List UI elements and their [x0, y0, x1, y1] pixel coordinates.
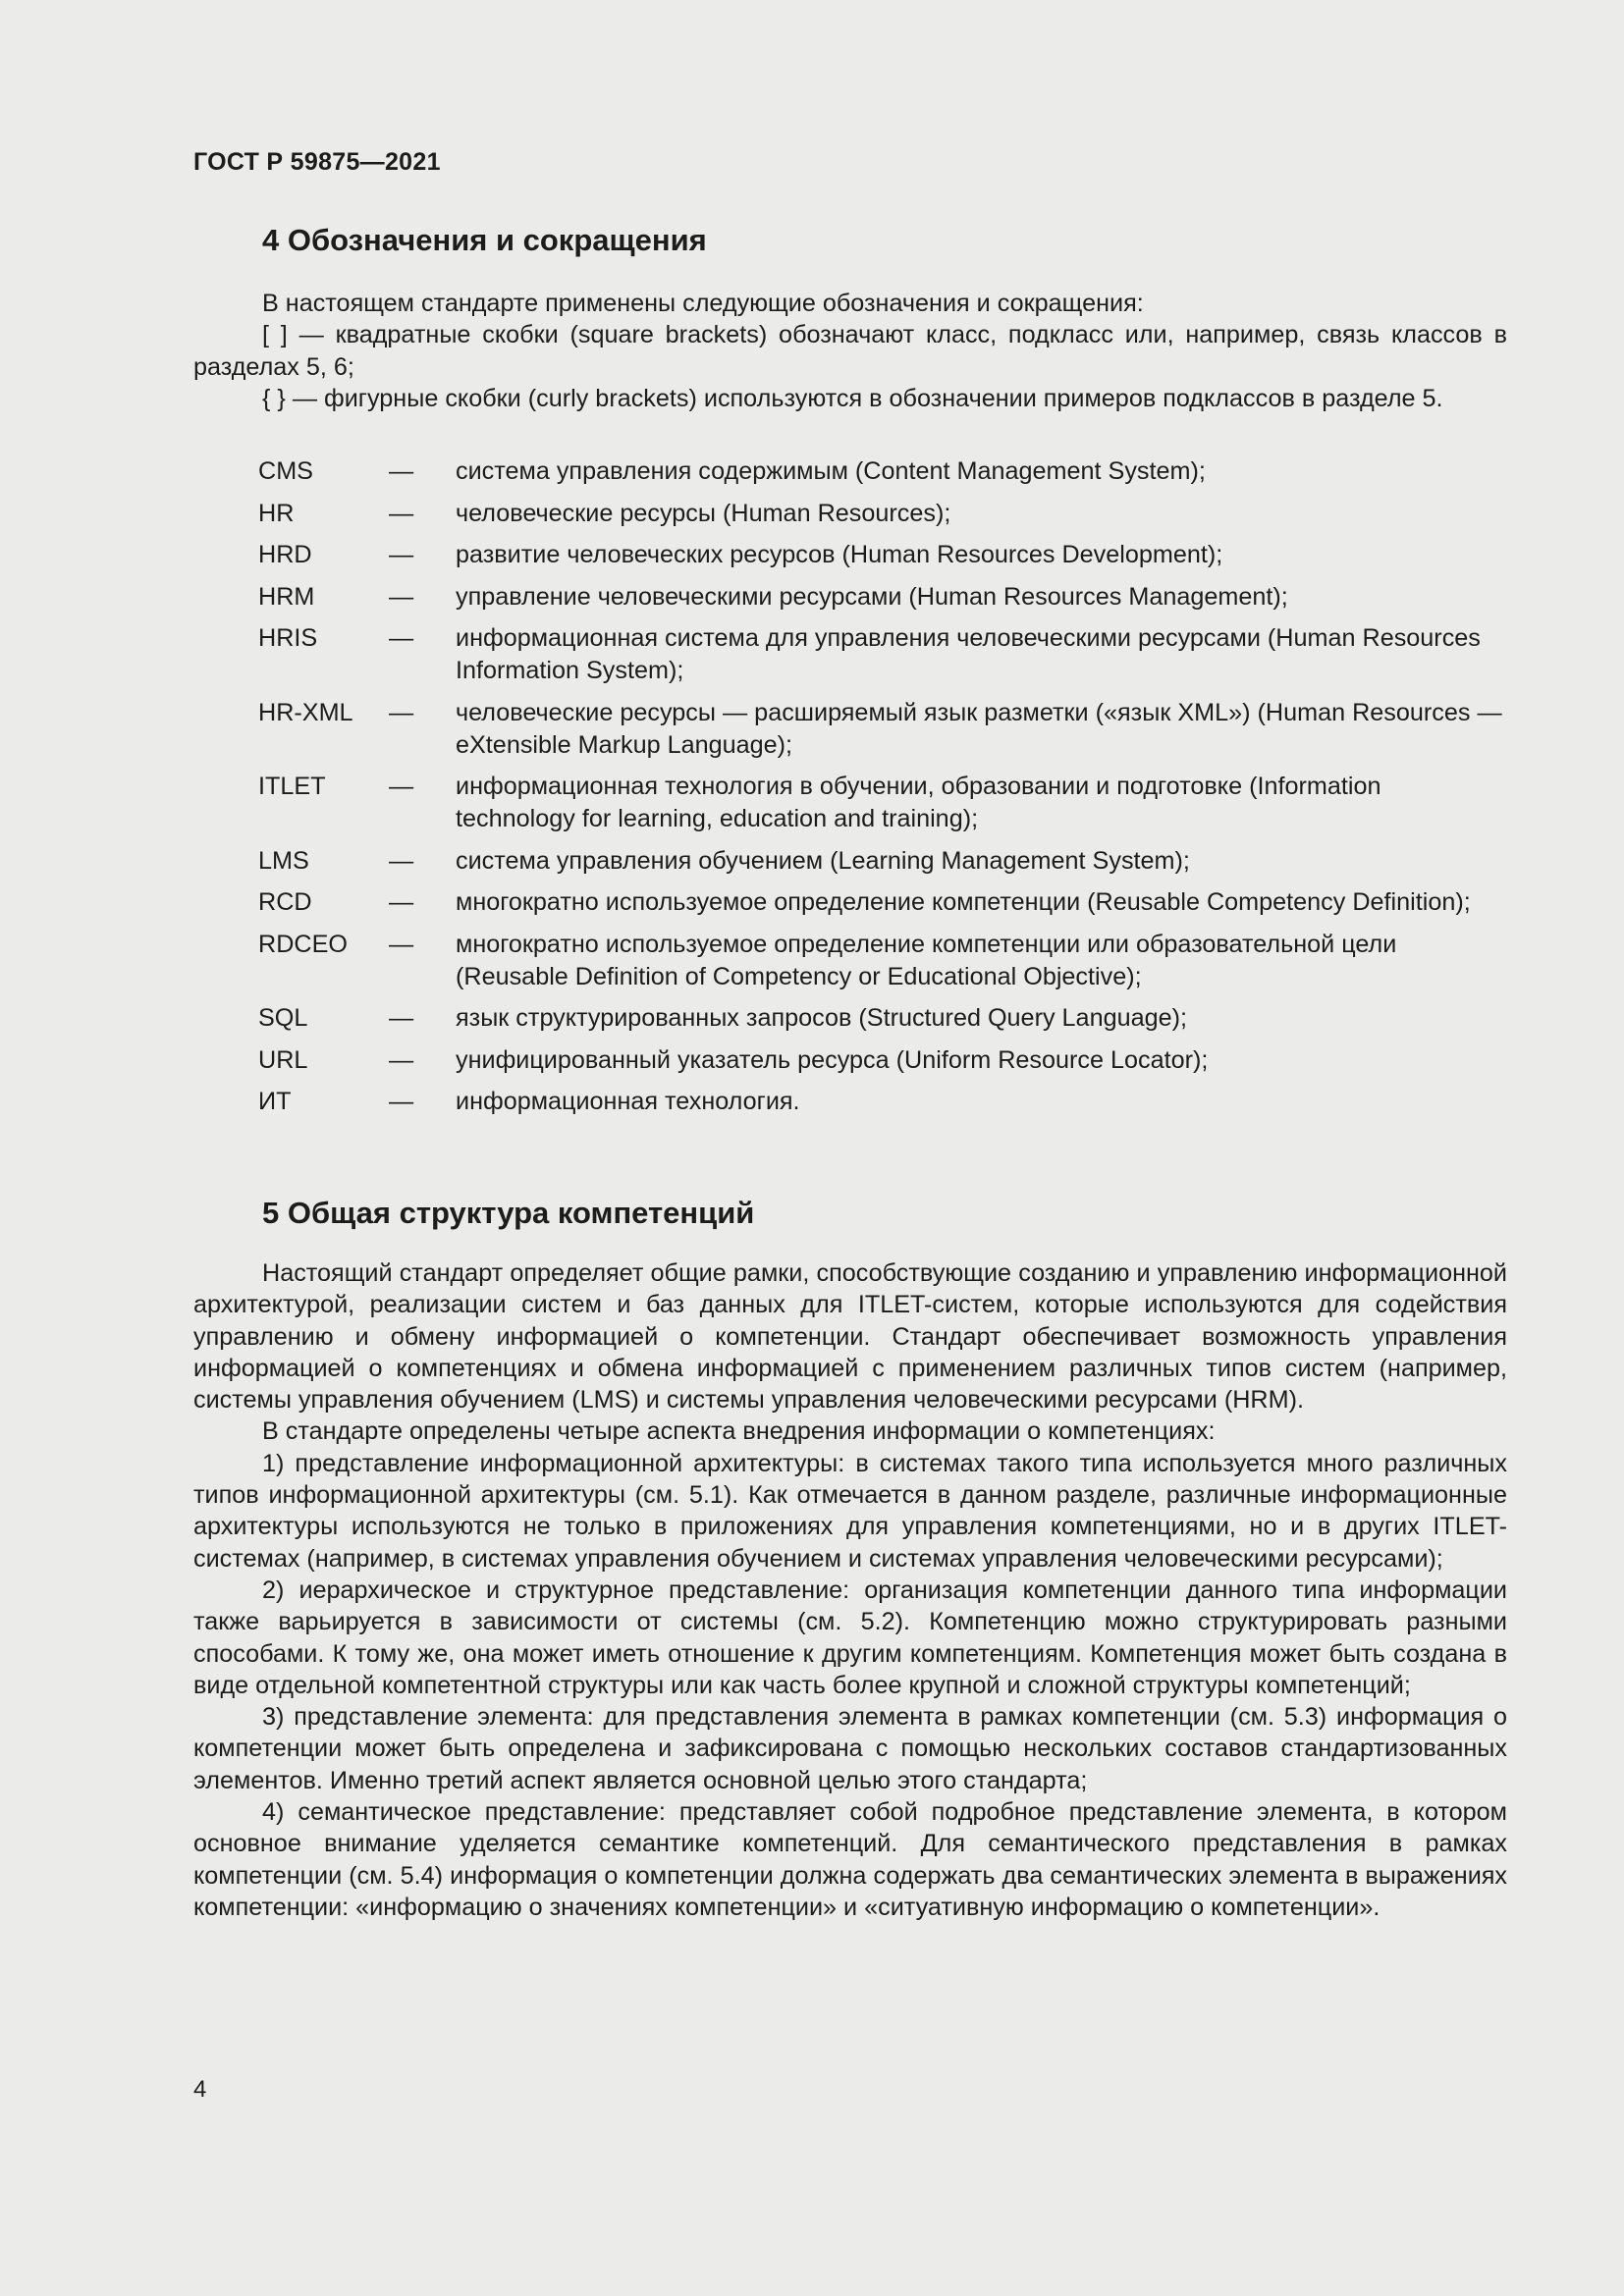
abbreviation-dash: —: [389, 582, 414, 611]
abbreviation-term: HR-XML: [258, 698, 353, 726]
abbreviation-row: [258, 1044, 1507, 1077]
intro-paragraph: В настоящем стандарте применены следующие обозначения и сокращения:: [262, 290, 1144, 317]
abbreviation-dash: —: [389, 846, 414, 875]
section-5-body: [193, 1257, 1507, 1923]
abbreviation-row: [258, 1002, 1507, 1035]
curly-brackets-paragraph: { } — фигурные скобки (curly brackets) используются в обозначении примеров подклассов в разделе 5.: [262, 384, 1443, 412]
abbreviation-definition: многократно используемое определение компетенции (Reusable Competency Definition);: [456, 888, 1471, 916]
abbreviation-term: RCD: [258, 888, 312, 916]
abbreviation-definition: управление человеческими ресурсами (Human Resources Management);: [456, 582, 1288, 611]
abbreviation-dash: —: [389, 773, 414, 800]
abbreviation-dash: —: [389, 541, 414, 568]
abbreviation-dash: —: [389, 698, 414, 726]
abbreviation-dash: —: [389, 930, 414, 958]
abbreviation-term: ИТ: [258, 1088, 292, 1115]
section-4-title: 4 Обозначения и сокращения: [262, 223, 707, 257]
abbreviation-row: [258, 929, 1507, 993]
abbreviation-row: [258, 455, 1507, 488]
body-paragraph: Настоящий стандарт определяет общие рамки, способствующие созданию и управлению информационной архитектурой, реализации систем и баз данных для ITLET-систем, которые используются для содействия управлению и обмену информацией о компетенции. Стандарт обеспечивает возможность управления информацией о компетенциях и обмена информацией с применением различных типов систем (например, системы управления обучением (LMS) и системы управления человеческими ресурсами (HRM).: [193, 1259, 1507, 1415]
section-5-title: 5 Общая структура компетенций: [262, 1196, 755, 1230]
abbreviation-term: HRIS: [258, 624, 318, 652]
document-header: ГОСТ Р 59875—2021: [193, 148, 441, 176]
abbreviation-dash: —: [389, 624, 414, 652]
abbreviation-row: [258, 1086, 1507, 1118]
section-4-intro: [193, 288, 1507, 414]
abbreviation-term: CMS: [258, 457, 313, 485]
abbreviation-definition: человеческие ресурсы (Human Resources);: [456, 499, 951, 527]
abbreviation-definition: система управления обучением (Learning Management System);: [456, 846, 1190, 875]
abbreviation-term: RDCEO: [258, 930, 348, 958]
abbreviation-term: ITLET: [258, 773, 326, 800]
abbreviation-term: SQL: [258, 1004, 308, 1032]
abbreviation-row: [258, 771, 1507, 835]
abbreviation-dash: —: [389, 1004, 414, 1032]
abbreviation-term: HRM: [258, 582, 315, 611]
page-number: 4: [193, 2076, 207, 2103]
abbreviation-dash: —: [389, 499, 414, 527]
abbreviation-row: [258, 845, 1507, 878]
abbreviation-definition: унифицированный указатель ресурса (Uniform Resource Locator);: [456, 1045, 1209, 1074]
body-paragraph: 3) представление элемента: для представления элемента в рамках компетенции (см. 5.3) информация о компетенции может быть определена и зафиксирована с помощью нескольких составов стандартизованных элементов. Именно третий аспект является основной целью этого стандарта;: [193, 1703, 1507, 1794]
abbreviation-dash: —: [389, 457, 414, 485]
abbreviation-row: [258, 622, 1507, 687]
abbreviation-definition: язык структурированных запросов (Structured Query Language);: [456, 1004, 1187, 1032]
body-paragraph: 4) семантическое представление: представляет собой подробное представление элемента, в котором основное внимание уделяется семантике компетенций. Для семантического представления в рамках компетенции (см. 5.4) информация о компетенции должна содержать два семантических элемента в выражениях компетенции: «информацию о значениях компетенции» и «ситуативную информацию о компетенции».: [193, 1798, 1507, 1921]
abbreviation-dash: —: [389, 1045, 414, 1074]
abbreviation-definition: система управления содержимым (Content Management System);: [456, 457, 1206, 485]
square-brackets-paragraph: [ ] — квадратные скобки (square brackets) обозначают класс, подкласс или, например, связь классов в разделах 5, 6;: [193, 321, 1507, 381]
abbreviation-row: [258, 886, 1507, 919]
abbreviation-definition: информационная система для управления человеческими ресурсами (Human Resources Information System);: [456, 624, 1481, 684]
abbreviation-definition: развитие человеческих ресурсов (Human Resources Development);: [456, 541, 1223, 568]
abbreviation-definition: информационная технология.: [456, 1088, 800, 1115]
abbreviation-row: [258, 697, 1507, 762]
abbreviation-term: HRD: [258, 541, 312, 568]
abbreviation-term: LMS: [258, 846, 309, 875]
abbreviation-row: [258, 539, 1507, 571]
abbreviation-row: [258, 581, 1507, 614]
abbreviation-definition: многократно используемое определение компетенции или образовательной цели (Reusable Definition of Competency or Educational Objective);: [456, 930, 1397, 990]
abbreviation-term: URL: [258, 1045, 308, 1074]
abbreviation-row: [258, 498, 1507, 530]
abbreviation-dash: —: [389, 1088, 414, 1115]
abbreviation-dash: —: [389, 888, 414, 916]
abbreviation-term: HR: [258, 499, 295, 527]
body-paragraph: 1) представление информационной архитектуры: в системах такого типа используется много различных типов информационной архитектуры (см. 5.1). Как отмечается в данном разделе, различные информационные архитектуры используются не только в приложениях для управления компетенциями, но и в других ITLET-системах (например, в системах управления обучением и системах управления человеческими ресурсами);: [193, 1449, 1507, 1573]
body-paragraph: В стандарте определены четыре аспекта внедрения информации о компетенциях:: [262, 1417, 1216, 1446]
abbreviation-list: [258, 455, 1507, 1128]
abbreviation-definition: информационная технология в обучении, образовании и подготовке (Information technology for learning, education and training);: [456, 773, 1381, 832]
abbreviation-definition: человеческие ресурсы — расширяемый язык разметки («язык XML») (Human Resources — eXtensible Markup Language);: [456, 698, 1502, 759]
body-paragraph: 2) иерархическое и структурное представление: организация компетенции данного типа информации также варьируется в зависимости от системы (см. 5.2). Компетенцию можно структурировать разными способами. К тому же, она может иметь отношение к другим компетенциям. Компетенция может быть создана в виде отдельной компетентной структуры или как часть более крупной и сложной структуры компетенций;: [193, 1575, 1507, 1699]
